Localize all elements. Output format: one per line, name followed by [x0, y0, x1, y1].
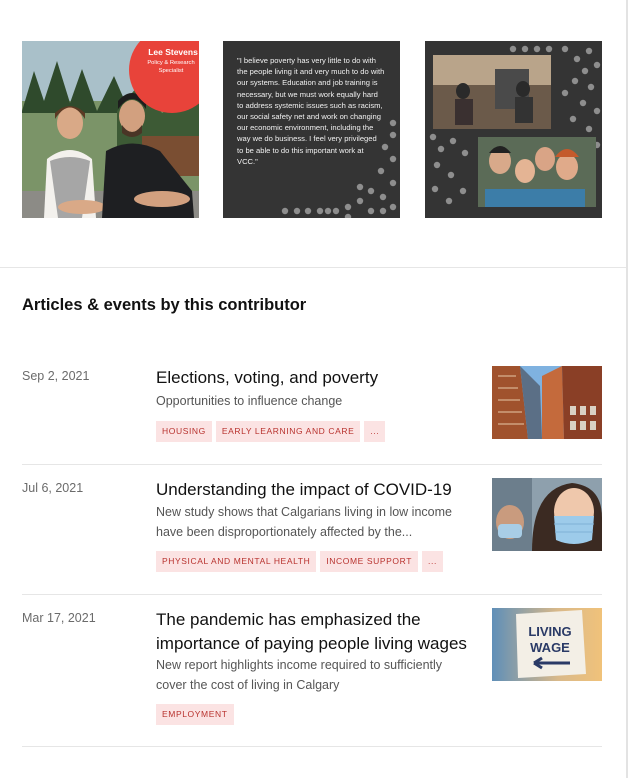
- tag-physical-and-mental-health[interactable]: PHYSICAL AND MENTAL HEALTH: [156, 551, 316, 572]
- row-divider: [22, 746, 602, 747]
- section-title: Articles & events by this contributor: [22, 296, 307, 314]
- tag-housing[interactable]: HOUSING: [156, 421, 212, 442]
- article-date: Jul 6, 2021: [22, 481, 84, 495]
- tag-income-support[interactable]: INCOME SUPPORT: [320, 551, 418, 572]
- row-divider: [22, 594, 602, 595]
- article-thumbnail[interactable]: [492, 478, 602, 551]
- article-thumbnail[interactable]: [492, 366, 602, 439]
- row-divider: [22, 464, 602, 465]
- section-divider: [0, 267, 626, 268]
- article-title[interactable]: The pandemic has emphasized the importance of paying people living wages: [156, 610, 467, 653]
- collage-photo: [425, 41, 602, 218]
- tag-more[interactable]: ...: [364, 421, 385, 442]
- tag-employment[interactable]: EMPLOYMENT: [156, 704, 234, 725]
- article-item: [22, 478, 602, 578]
- sign-text-living: LIVING: [528, 624, 572, 639]
- quote-text: "I believe poverty has very little to do with the people living it and very much to do with our systems. Education and job training is necessary, but we must work equally hard to address systemic issues such as racism, our social safety net and work on changing our economic environment, including the way we do business. I feel very privileged to be able to do this important work at VCC.": [237, 56, 385, 166]
- masked-people-image: [492, 478, 602, 551]
- tag-list: [156, 421, 385, 442]
- article-date: Sep 2, 2021: [22, 369, 90, 383]
- buildings-image: [492, 366, 602, 439]
- gallery-quote-card[interactable]: [223, 41, 400, 218]
- article-item: [22, 366, 602, 446]
- tag-more[interactable]: ...: [422, 551, 443, 572]
- article-title[interactable]: Elections, voting, and poverty: [156, 368, 379, 387]
- gallery-image-profile-photo[interactable]: [22, 41, 199, 218]
- contributor-role: Policy & Research Specialist: [147, 60, 195, 74]
- article-subtitle: New report highlights income required to sufficiently cover the cost of living in Calgary: [156, 658, 443, 692]
- tag-list: [156, 704, 234, 725]
- photo-gallery: [22, 41, 602, 218]
- article-subtitle: Opportunities to influence change: [156, 394, 343, 408]
- article-thumbnail[interactable]: [492, 608, 602, 681]
- sign-text-wage: WAGE: [530, 640, 570, 655]
- article-subtitle: New study shows that Calgarians living in low income have been disproportionately affected by the...: [156, 505, 452, 539]
- article-item: [22, 608, 602, 728]
- article-date: Mar 17, 2021: [22, 611, 96, 625]
- contributor-name: Lee Stevens: [148, 47, 198, 57]
- tag-list: [156, 551, 443, 572]
- living-wage-sign-image: [492, 608, 602, 681]
- article-title[interactable]: Understanding the impact of COVID-19: [156, 480, 452, 499]
- gallery-image-collage[interactable]: [425, 41, 602, 218]
- tag-early-learning-and-care[interactable]: EARLY LEARNING AND CARE: [216, 421, 361, 442]
